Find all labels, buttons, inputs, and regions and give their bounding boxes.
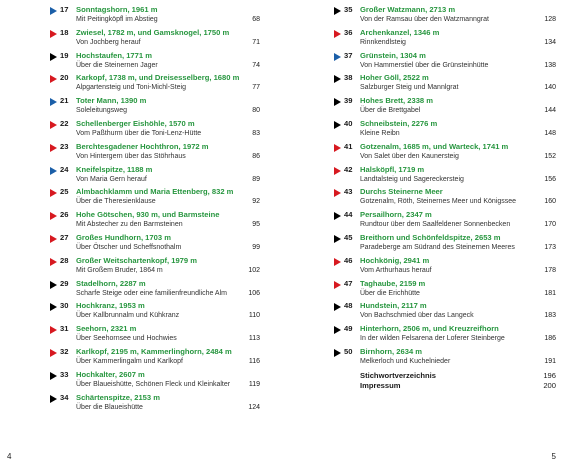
page-ref: 156	[544, 175, 556, 183]
tour-route: Mit Peitingköpfl im Abstieg	[76, 16, 158, 23]
tour-title: Karkopf, 1738 m, und Dreisesselberg, 1680 m	[76, 73, 240, 83]
toc-entry[interactable]	[334, 119, 556, 142]
tour-route: Rundtour über dem Saalfeldener Sonnenbecken	[360, 221, 511, 229]
toc-entry[interactable]	[334, 256, 556, 279]
tour-title: Seehorn, 2321 m	[76, 324, 137, 334]
difficulty-marker-icon	[50, 167, 57, 175]
difficulty-marker-icon	[50, 121, 57, 129]
page-ref: 191	[544, 357, 556, 365]
toc-entry[interactable]	[334, 301, 556, 324]
tour-title: Hochstaufen, 1771 m	[76, 50, 152, 60]
tour-title: Kneifelspitze, 1188 m	[76, 164, 153, 174]
toc-entry[interactable]	[50, 5, 260, 28]
toc-entry[interactable]	[50, 370, 260, 393]
tour-title: Schärtenspitze, 2153 m	[76, 392, 160, 402]
page-ref: 95	[252, 221, 260, 229]
tour-title: Hochkranz, 1953 m	[76, 301, 145, 311]
tour-title: Hohes Brett, 2338 m	[360, 96, 434, 106]
tour-route: Vom Arthurhaus herauf	[360, 266, 432, 274]
tour-title: Birnhorn, 2634 m	[360, 346, 423, 356]
tour-number: 22	[60, 118, 69, 128]
difficulty-marker-icon	[334, 98, 341, 106]
tour-number: 47	[344, 278, 353, 288]
tour-route: Über die Erichhütte	[360, 289, 420, 297]
toc-entry[interactable]	[334, 96, 556, 119]
tour-number: 23	[60, 141, 69, 151]
toc-entry[interactable]	[334, 279, 556, 302]
difficulty-marker-icon	[50, 189, 57, 197]
toc-entry[interactable]	[334, 165, 556, 188]
tour-title: Hochkalter, 2607 m	[76, 369, 145, 379]
tour-route: In der wilden Felsarena der Loferer Steinberge	[360, 335, 505, 343]
tour-number: 30	[60, 301, 69, 311]
toc-entry[interactable]	[334, 187, 556, 210]
tour-title: Hohe Götschen, 930 m, und Barmsteine	[76, 210, 220, 220]
tour-number: 21	[60, 96, 69, 106]
difficulty-marker-icon	[334, 258, 341, 266]
tour-number: 43	[344, 187, 353, 197]
tour-route: Soleleitungsweg	[76, 107, 127, 115]
toc-entry[interactable]	[50, 233, 260, 256]
difficulty-marker-icon	[334, 7, 341, 15]
difficulty-marker-icon	[50, 144, 57, 152]
tour-route: Über Seehornsee und Hochwies	[76, 335, 177, 343]
page-ref: 138	[544, 61, 556, 69]
tour-number: 49	[344, 324, 353, 334]
page-ref: 128	[544, 16, 556, 23]
tour-route: Über die Steinernen Jager	[76, 61, 158, 69]
tour-title: Hinterhorn, 2506 m, und Kreuzreifhorn	[360, 324, 499, 334]
page-ref: 77	[252, 84, 260, 92]
difficulty-marker-icon	[50, 395, 57, 403]
tour-route: Über Kallbrunnalm und Kühkranz	[76, 312, 180, 320]
tour-title: Toter Mann, 1390 m	[76, 96, 147, 106]
tour-number: 37	[344, 50, 353, 60]
toc-entry[interactable]	[50, 142, 260, 165]
back-matter	[334, 370, 556, 400]
page-ref: 196	[543, 370, 556, 380]
tour-route: Rinnkendlsteig	[360, 38, 406, 46]
difficulty-marker-icon	[334, 30, 341, 38]
tour-number: 32	[60, 346, 69, 356]
difficulty-marker-icon	[334, 167, 341, 175]
tour-number: 46	[344, 255, 353, 265]
tour-route: Von Hammerstiel über die Grünsteinhütte	[360, 61, 489, 69]
page-ref: 68	[252, 16, 260, 23]
tour-number: 24	[60, 164, 69, 174]
difficulty-marker-icon	[334, 303, 341, 311]
tour-number: 25	[60, 187, 69, 197]
page-ref: 170	[544, 221, 556, 229]
tour-route: Alpgartensteig und Toni-Michl-Steig	[76, 84, 186, 92]
toc-entry[interactable]	[50, 279, 260, 302]
page-ref: 181	[544, 289, 556, 297]
index-link[interactable]: Stichwortverzeichnis	[360, 370, 436, 380]
tour-title: Halsköpfl, 1719 m	[360, 164, 425, 174]
tour-route: Von der Ramsau über den Watzmanngrat	[360, 16, 489, 23]
toc-entry[interactable]	[50, 301, 260, 324]
toc-entry[interactable]	[334, 347, 556, 370]
toc-entry[interactable]	[50, 210, 260, 233]
toc-entry[interactable]	[50, 347, 260, 370]
toc-entry[interactable]	[334, 51, 556, 74]
left-column	[50, 5, 260, 415]
difficulty-marker-icon	[50, 53, 57, 61]
difficulty-marker-icon	[334, 75, 341, 83]
page-ref: 183	[544, 312, 556, 320]
toc-entry[interactable]	[50, 256, 260, 279]
tour-number: 17	[60, 5, 69, 14]
page-ref: 92	[252, 198, 260, 206]
page-ref: 110	[248, 312, 260, 320]
tour-route: Salzburger Steig und Mannlgrat	[360, 84, 459, 92]
page-ref: 178	[544, 266, 556, 274]
difficulty-marker-icon	[50, 98, 57, 106]
tour-number: 42	[344, 164, 353, 174]
tour-route: Scharfe Steige oder eine familienfreundliche Alm	[76, 289, 227, 297]
tour-title: Sonntagshorn, 1961 m	[76, 5, 158, 14]
tour-number: 45	[344, 232, 353, 242]
tour-route: Von Salet über den Kaunersteig	[360, 152, 459, 160]
tour-route: Über Kammerlingalm und Karlkopf	[76, 357, 183, 365]
difficulty-marker-icon	[334, 349, 341, 357]
tour-number: 20	[60, 73, 69, 83]
index-link[interactable]: Impressum	[360, 380, 401, 390]
toc-entry[interactable]	[334, 324, 556, 347]
tour-route: Über die Brettgabel	[360, 107, 421, 115]
toc-entry[interactable]	[50, 165, 260, 188]
toc-entry[interactable]	[50, 73, 260, 96]
tour-title: Berchtesgadener Hochthron, 1972 m	[76, 141, 209, 151]
tour-number: 44	[344, 210, 353, 220]
difficulty-marker-icon	[334, 144, 341, 152]
difficulty-marker-icon	[50, 281, 57, 289]
tour-route: Landtalsteig und Sagereckersteig	[360, 175, 464, 183]
tour-route: Über Blaueishütte, Schönen Fleck und Kleinkalter	[76, 380, 231, 388]
tour-route: Über die Theresienklause	[76, 198, 156, 206]
page-ref: 152	[544, 152, 556, 160]
tour-number: 18	[60, 27, 69, 37]
tour-number: 19	[60, 50, 69, 60]
toc-entry[interactable]	[50, 51, 260, 74]
page-ref: 99	[252, 243, 260, 251]
page-number-right: 5	[551, 452, 556, 461]
tour-route: Mit Großem Bruder, 1864 m	[76, 266, 163, 274]
toc-entry[interactable]	[50, 393, 260, 416]
tour-title: Karlkopf, 2195 m, Kammerlinghorn, 2484 m	[76, 346, 232, 356]
difficulty-marker-icon	[50, 372, 57, 380]
tour-route: Über Ötscher und Scheffsnothalm	[76, 243, 182, 251]
page-ref: 144	[544, 107, 556, 115]
tour-number: 41	[344, 141, 353, 151]
tour-title: Zwiesel, 1782 m, und Gamsknogel, 1750 m	[76, 27, 230, 37]
tour-route: Gotzenalm, Röth, Steinernes Meer und Königssee	[360, 198, 517, 206]
tour-number: 34	[60, 392, 69, 402]
tour-number: 36	[344, 27, 353, 37]
tour-title: Breithorn und Schönfeldspitze, 2653 m	[360, 232, 501, 242]
page-number-left: 4	[7, 452, 12, 461]
page-ref: 106	[248, 289, 260, 297]
difficulty-marker-icon	[50, 212, 57, 220]
toc-entry[interactable]	[334, 233, 556, 256]
tour-number: 39	[344, 96, 353, 106]
tour-title: Persailhorn, 2347 m	[360, 210, 432, 220]
page-ref: 71	[252, 38, 260, 46]
tour-number: 28	[60, 255, 69, 265]
tour-title: Taghaube, 2159 m	[360, 278, 426, 288]
difficulty-marker-icon	[50, 326, 57, 334]
page-ref: 74	[252, 61, 260, 69]
tour-title: Durchs Steinerne Meer	[360, 187, 443, 197]
tour-title: Grünstein, 1304 m	[360, 50, 426, 60]
tour-number: 38	[344, 73, 353, 83]
difficulty-marker-icon	[50, 235, 57, 243]
tour-title: Hoher Göll, 2522 m	[360, 73, 429, 83]
tour-route: Über die Blaueishütte	[76, 403, 143, 411]
page-ref: 113	[248, 335, 260, 343]
page-ref: 160	[544, 198, 556, 206]
tour-number: 33	[60, 369, 69, 379]
tour-title: Schellenberger Eishöhle, 1570 m	[76, 118, 195, 128]
difficulty-marker-icon	[50, 7, 57, 15]
page-ref: 119	[248, 380, 260, 388]
tour-number: 27	[60, 232, 69, 242]
tour-route: Von Bachschmied über das Langeck	[360, 312, 474, 320]
tour-title: Schneibstein, 2276 m	[360, 118, 438, 128]
page-ref: 140	[544, 84, 556, 92]
tour-title: Großer Watzmann, 2713 m	[360, 5, 456, 14]
tour-title: Gotzenalm, 1685 m, und Warteck, 1741 m	[360, 141, 509, 151]
page-ref: 124	[248, 403, 260, 411]
page-ref: 173	[544, 243, 556, 251]
difficulty-marker-icon	[50, 258, 57, 266]
toc-entry[interactable]	[50, 187, 260, 210]
tour-number: 40	[344, 118, 353, 128]
difficulty-marker-icon	[334, 189, 341, 197]
tour-title: Großer Weitschartenkopf, 1979 m	[76, 255, 197, 265]
page-ref: 80	[252, 107, 260, 115]
tour-title: Stadelhorn, 2287 m	[76, 278, 146, 288]
difficulty-marker-icon	[334, 212, 341, 220]
page-ref: 116	[248, 357, 260, 365]
tour-route: Von Jochberg herauf	[76, 38, 141, 46]
toc-entry[interactable]	[334, 73, 556, 96]
tour-title: Archenkanzel, 1346 m	[360, 27, 440, 37]
toc-entry[interactable]	[334, 5, 556, 28]
tour-number: 26	[60, 210, 69, 220]
difficulty-marker-icon	[50, 30, 57, 38]
tour-title: Großes Hundhorn, 1703 m	[76, 232, 171, 242]
tour-number: 35	[344, 5, 353, 14]
tour-number: 50	[344, 346, 353, 356]
toc-entry[interactable]	[50, 119, 260, 142]
tour-title: Almbachklamm und Maria Ettenberg, 832 m	[76, 187, 234, 197]
tour-number: 31	[60, 324, 69, 334]
toc-entry[interactable]	[334, 142, 556, 165]
difficulty-marker-icon	[334, 281, 341, 289]
right-column	[334, 5, 556, 400]
tour-route: Kleine Reibn	[360, 129, 400, 137]
toc-entry[interactable]	[50, 324, 260, 347]
tour-route: Mit Abstecher zu den Barmsteinen	[76, 221, 183, 229]
tour-number: 48	[344, 301, 353, 311]
tour-number: 29	[60, 278, 69, 288]
page-ref: 86	[252, 152, 260, 160]
tour-route: Vom Paßthurm über die Toni-Lenz-Hütte	[76, 129, 202, 137]
page-ref: 200	[543, 380, 556, 390]
difficulty-marker-icon	[50, 303, 57, 311]
page-ref: 83	[252, 129, 260, 137]
toc-entry[interactable]	[50, 96, 260, 119]
difficulty-marker-icon	[334, 326, 341, 334]
difficulty-marker-icon	[50, 349, 57, 357]
difficulty-marker-icon	[334, 121, 341, 129]
difficulty-marker-icon	[334, 53, 341, 61]
page-ref: 186	[544, 335, 556, 343]
page-ref: 134	[544, 38, 556, 46]
page-ref: 89	[252, 175, 260, 183]
page-ref: 102	[248, 266, 260, 274]
toc-entry[interactable]	[334, 210, 556, 233]
tour-route: Von Maria Gern herauf	[76, 175, 147, 183]
toc-entry[interactable]	[334, 28, 556, 51]
page-ref: 148	[544, 129, 556, 137]
tour-route: Paradeberge am Südrand des Steinernen Meeres	[360, 243, 515, 251]
tour-title: Hochkönig, 2941 m	[360, 255, 430, 265]
difficulty-marker-icon	[50, 75, 57, 83]
difficulty-marker-icon	[334, 235, 341, 243]
toc-entry[interactable]	[50, 28, 260, 51]
tour-title: Hundstein, 2117 m	[360, 301, 427, 311]
tour-route: Melkerloch und Kuchelnieder	[360, 357, 451, 365]
tour-route: Von Hintergern über das Stöhrhaus	[76, 152, 186, 160]
